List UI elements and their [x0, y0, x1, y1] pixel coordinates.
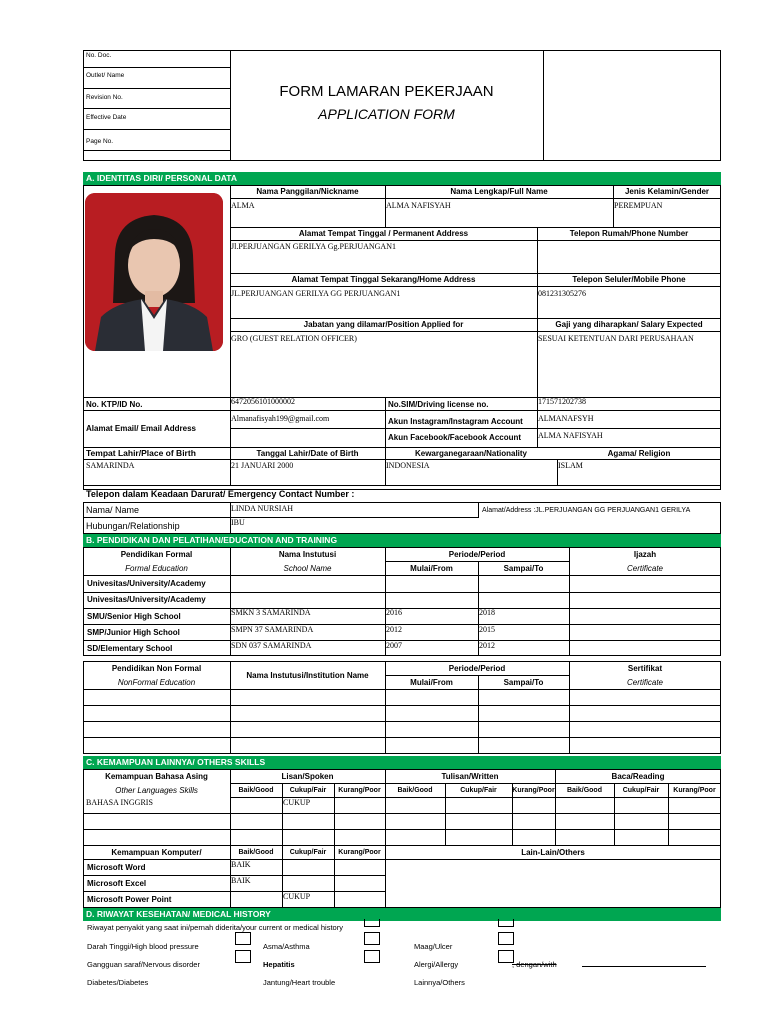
- gender-label: Jenis Kelamin/Gender: [624, 187, 710, 196]
- fullname-label: Nama Lengkap/Full Name: [450, 187, 548, 196]
- ktp-label: No. KTP/ID No.: [86, 400, 143, 409]
- doc-no-label: No. Doc.: [86, 52, 112, 59]
- from-label: Mulai/From: [410, 564, 453, 573]
- edu-from: 2007: [386, 641, 402, 650]
- nonformal-period-label: Periode/Period: [448, 664, 506, 673]
- good-label: Baik/Good: [238, 849, 274, 856]
- perm-address-value: Jl.PERJUANGAN GERILYA Gg.PERJUANGAN1: [231, 242, 396, 251]
- poor-label: Kurang/Poor: [512, 787, 555, 794]
- home-phone-label: Telepon Rumah/Phone Number: [569, 229, 689, 238]
- health-item: Jantung/Heart trouble: [263, 978, 336, 987]
- nonformal-edu-label: Pendidikan Non Formal: [111, 664, 202, 673]
- language-spoken-level: CUKUP: [283, 798, 311, 807]
- school-name-label: Nama Instutusi: [278, 550, 337, 559]
- instagram-value: ALMANAFSYH: [538, 414, 594, 423]
- religion-label: Agama/ Religion: [607, 449, 671, 458]
- reading-label: Baca/Reading: [611, 772, 665, 781]
- written-label: Tulisan/Written: [441, 772, 499, 781]
- checkbox[interactable]: [364, 919, 380, 927]
- section-skills: C. KEMAMPUAN LAINNYA/ OTHERS SKILLS: [83, 756, 721, 769]
- home-address-value: JL.PERJUANGAN GERILYA GG PERJUANGAN1: [231, 289, 401, 298]
- health-item: Gangguan saraf/Nervous disorder: [87, 960, 200, 969]
- applicant-photo: [85, 193, 223, 351]
- edu-from: 2012: [386, 625, 402, 634]
- edu-to: 2015: [479, 625, 495, 634]
- home-address-label: Alamat Tempat Tinggal Sekarang/Home Address: [291, 275, 476, 284]
- nonformal-cert-label: Sertifikat: [627, 664, 663, 673]
- health-item: Darah Tinggi/High blood pressure: [87, 942, 199, 951]
- instagram-label: Akun Instagram/Instagram Account: [388, 417, 523, 426]
- edu-level: SMU/Senior High School: [87, 612, 181, 621]
- birthplace-label: Tempat Lahir/Place of Birth: [86, 448, 196, 458]
- edu-school: SDN 037 SAMARINDA: [231, 641, 312, 650]
- salary-value: SESUAI KETENTUAN DARI PERUSAHAAN: [538, 334, 694, 343]
- emergency-label: Telepon dalam Keadaan Darurat/ Emergency Contact Number :: [86, 489, 355, 499]
- poor-label: Kurang/Poor: [673, 787, 716, 794]
- nickname-value: ALMA: [231, 201, 255, 210]
- emergency-relationship-value: IBU: [231, 518, 245, 527]
- edu-level: Univesitas/University/Academy: [87, 579, 206, 588]
- form-title: FORM LAMARAN PEKERJAAN: [279, 83, 494, 100]
- edu-level: SMP/Junior High School: [87, 628, 180, 637]
- good-label: Baik/Good: [397, 787, 433, 794]
- fair-label: Cukup/Fair: [289, 787, 327, 794]
- nickname-label: Nama Panggilan/Nickname: [256, 187, 359, 196]
- fair-label: Cukup/Fair: [289, 849, 327, 856]
- fair-label: Cukup/Fair: [622, 787, 660, 794]
- checkbox-high-blood-pressure[interactable]: [235, 932, 251, 945]
- page-no-label: Page No.: [86, 138, 114, 145]
- emergency-address: Alamat/Address :JL.PERJUANGAN GG PERJUANGAN1 GERILYA: [482, 507, 691, 514]
- computer-skill-name: Microsoft Word: [87, 863, 146, 872]
- spoken-label: Lisan/Spoken: [281, 772, 334, 781]
- good-label: Baik/Good: [566, 787, 602, 794]
- health-item: Diabetes/Diabetes: [87, 978, 149, 987]
- position-label: Jabatan yang dilamar/Position Applied for: [303, 320, 464, 329]
- formal-edu-label-en: Formal Education: [125, 564, 188, 573]
- good-label: Baik/Good: [238, 787, 274, 794]
- computer-skill-name: Microsoft Excel: [87, 879, 147, 888]
- email-label: Alamat Email/ Email Address: [86, 424, 196, 433]
- health-item: Maag/Ulcer: [414, 942, 453, 951]
- language-skills-label-en: Other Languages Skills: [115, 786, 198, 795]
- edu-from: 2016: [386, 608, 402, 617]
- form-subtitle: APPLICATION FORM: [318, 106, 455, 122]
- health-item: Alergi/Allergy: [414, 960, 459, 969]
- nonformal-edu-label-en: NonFormal Education: [117, 678, 196, 687]
- section-medical-history: D. RIWAYAT KESEHATAN/ MEDICAL HISTORY: [83, 908, 721, 921]
- mobile-value: 081231305276: [538, 289, 586, 298]
- facebook-value: ALMA NAFISYAH: [538, 431, 603, 440]
- poor-label: Kurang/Poor: [338, 849, 381, 856]
- checkbox[interactable]: [498, 919, 514, 927]
- position-value: GRO (GUEST RELATION OFFICER): [231, 334, 357, 343]
- nonformal-to-label: Sampai/To: [503, 678, 544, 687]
- emergency-name-value: LINDA NURSIAH: [231, 504, 293, 513]
- facebook-label: Akun Facebook/Facebook Account: [388, 433, 522, 442]
- fair-label: Cukup/Fair: [460, 787, 497, 794]
- period-label: Periode/Period: [448, 550, 506, 559]
- language-name: BAHASA INGGRIS: [86, 798, 153, 807]
- allergy-with-label: , dengan/with: [512, 960, 557, 969]
- sim-value: 171571202738: [538, 397, 586, 406]
- revision-label: Revision No.: [86, 94, 123, 101]
- edu-level: Univesitas/University/Academy: [87, 595, 206, 604]
- emergency-relationship-label: Hubungan/Relationship: [86, 521, 180, 531]
- health-item: Lainnya/Others: [414, 978, 465, 987]
- edu-to: 2012: [479, 641, 495, 650]
- email-value: Almanafisyah199@gmail.com: [231, 414, 330, 423]
- institution-name-label: Nama Instutusi/Institution Name: [246, 671, 369, 680]
- ktp-value: 6472056101000002: [231, 397, 295, 406]
- salary-label: Gaji yang diharapkan/ Salary Expected: [555, 320, 703, 329]
- religion-value: ISLAM: [558, 461, 583, 470]
- section-education: B. PENDIDIKAN DAN PELATIHAN/EDUCATION AND TRAINING: [83, 534, 721, 547]
- gender-value: PEREMPUAN: [614, 201, 663, 210]
- to-label: Sampai/To: [503, 564, 544, 573]
- health-item: Asma/Asthma: [263, 942, 310, 951]
- edu-school: SMKN 3 SAMARINDA: [231, 608, 311, 617]
- effective-date-label: Effective Date: [86, 114, 127, 121]
- certificate-label: Ijazah: [633, 550, 657, 559]
- edu-school: SMPN 37 SAMARINDA: [231, 625, 314, 634]
- nationality-value: INDONESIA: [386, 461, 430, 470]
- mobile-label: Telepon Seluler/Mobile Phone: [572, 275, 686, 284]
- computer-skill-good: BAIK: [231, 876, 251, 885]
- fullname-value: ALMA NAFISYAH: [386, 201, 451, 210]
- checkbox-hepatitis[interactable]: [364, 950, 380, 963]
- section-personal-data: A. IDENTITAS DIRI/ PERSONAL DATA: [83, 172, 721, 185]
- medical-history-intro: Riwayat penyakit yang saat ini/pernah diderita/your current or medical history: [87, 923, 343, 932]
- formal-edu-label: Pendidikan Formal: [120, 550, 193, 559]
- others-label: Lain-Lain/Others: [521, 848, 585, 857]
- computer-skill-fair: CUKUP: [283, 892, 311, 901]
- edu-to: 2018: [479, 608, 495, 617]
- birthplace-value: SAMARINDA: [86, 461, 135, 470]
- computer-skill-good: BAIK: [231, 860, 251, 869]
- birthdate-value: 21 JANUARI 2000: [231, 461, 294, 470]
- outlet-label: Outlet/ Name: [86, 72, 125, 79]
- certificate-label-en: Certificate: [626, 564, 663, 573]
- sim-label: No.SIM/Driving license no.: [388, 400, 489, 409]
- birthdate-label: Tanggal Lahir/Date of Birth: [256, 449, 359, 458]
- nationality-label: Kewarganegaraan/Nationality: [414, 449, 528, 458]
- checkbox-ulcer[interactable]: [498, 932, 514, 945]
- language-skills-label: Kemampuan Bahasa Asing: [105, 772, 208, 781]
- computer-skills-label: Kemampuan Komputer/: [111, 848, 202, 857]
- emergency-name-label: Nama/ Name: [86, 505, 140, 515]
- checkbox-asthma[interactable]: [364, 932, 380, 945]
- nonformal-from-label: Mulai/From: [410, 678, 453, 687]
- health-item: Hepatitis: [263, 960, 295, 969]
- perm-address-label: Alamat Tempat Tinggal / Permanent Address: [298, 229, 469, 238]
- nonformal-cert-label-en: Certificate: [626, 678, 663, 687]
- checkbox-nervous-disorder[interactable]: [235, 950, 251, 963]
- school-name-label-en: School Name: [283, 564, 332, 573]
- poor-label: Kurang/Poor: [338, 787, 381, 794]
- edu-level: SD/Elementary School: [87, 644, 173, 653]
- computer-skill-name: Microsoft Power Point: [87, 895, 172, 904]
